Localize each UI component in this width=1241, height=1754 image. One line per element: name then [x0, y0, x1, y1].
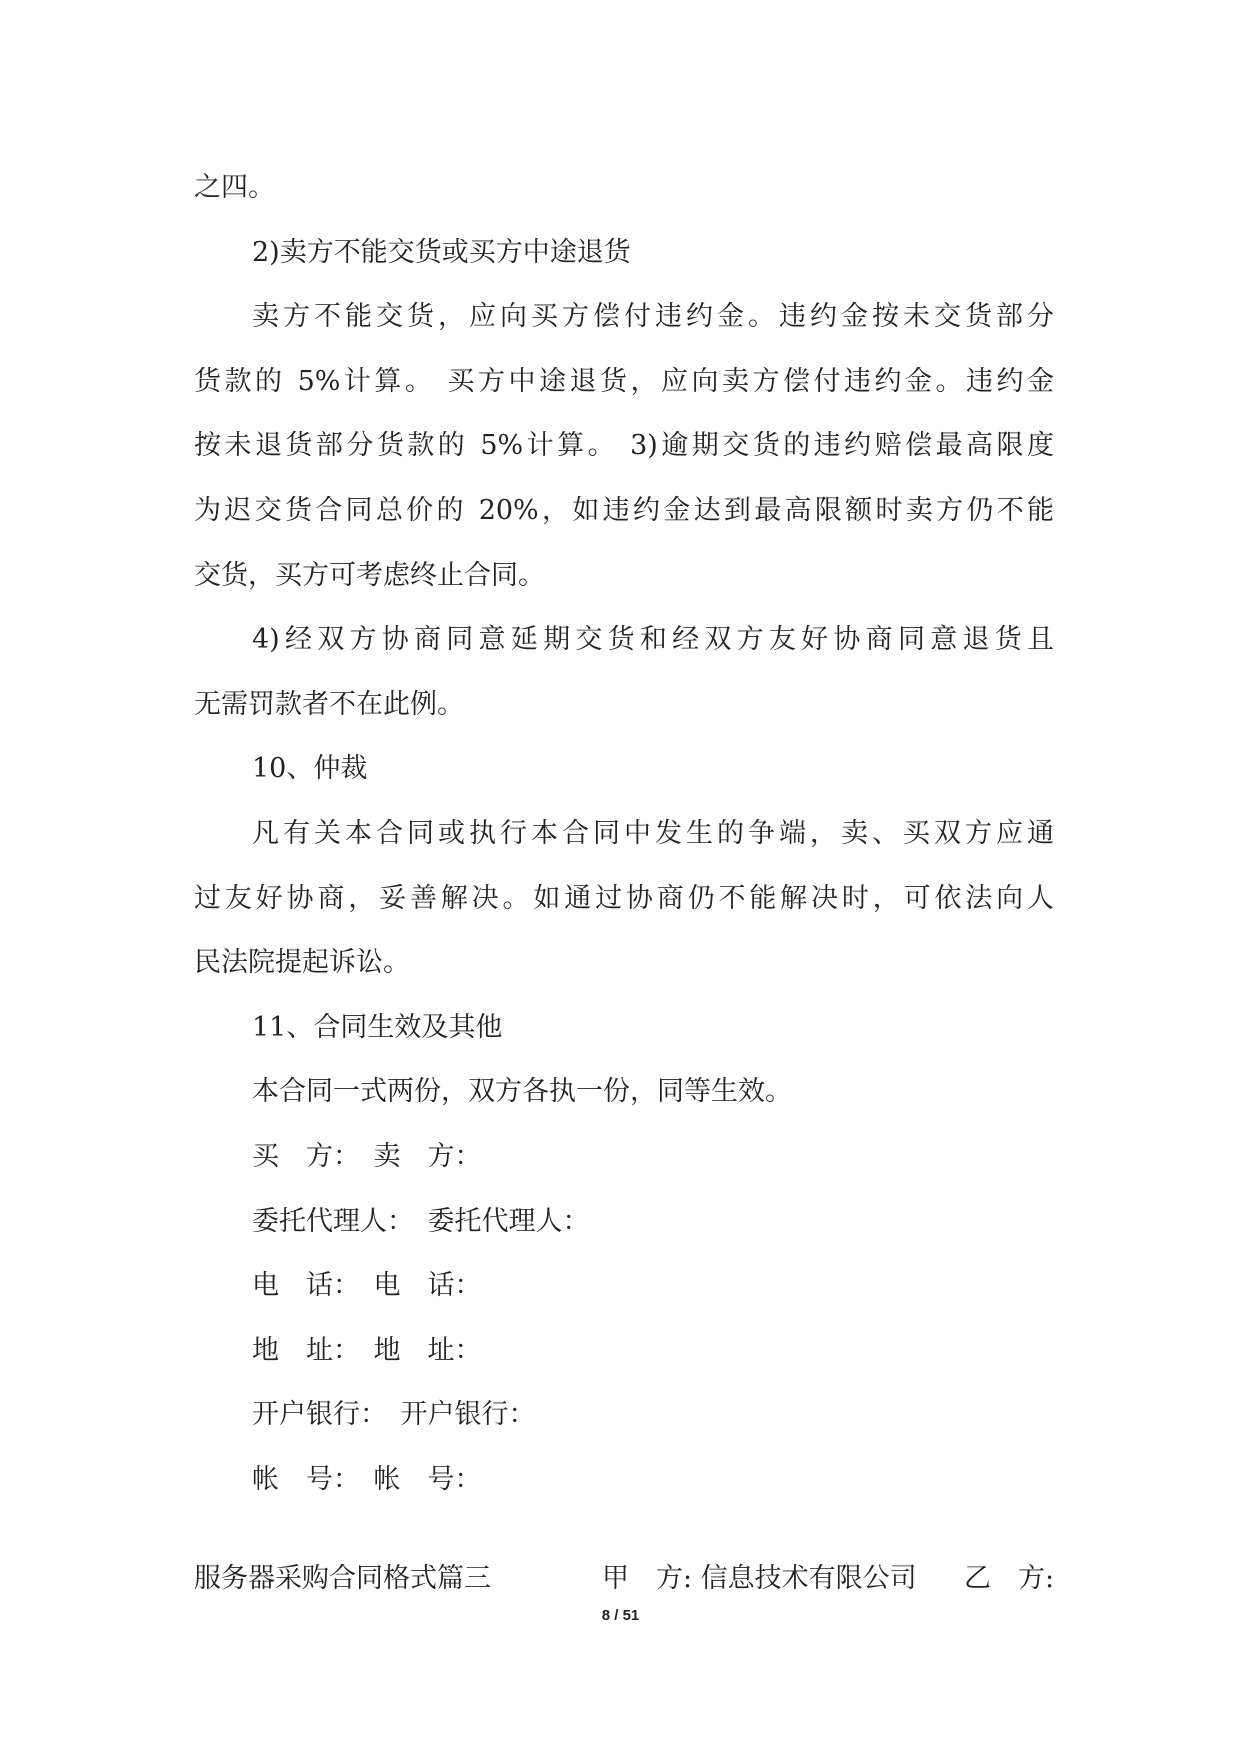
next-contract-heading-line — [194, 1559, 1054, 1599]
signature-field-line: 开户银行： 开户银行： — [252, 1399, 536, 1431]
paragraph-line: 4)经双方协商同意延期交货和经双方友好协商同意退货且 — [252, 624, 1054, 656]
paragraph-line: 之四。 — [194, 172, 275, 203]
paragraph-line: 过友好协商，妥善解决。如通过协商仍不能解决时，可依法向人 — [194, 882, 1054, 914]
clause-heading: 2)卖方不能交货或买方中途退货 — [252, 236, 631, 268]
paragraph-line: 本合同一式两份，双方各执一份，同等生效。 — [252, 1076, 792, 1108]
paragraph-line: 凡有关本合同或执行本合同中发生的争端，卖、买双方应通 — [252, 817, 1054, 849]
section-heading: 11、合同生效及其他 — [252, 1011, 503, 1043]
signature-field-line: 买 方： 卖 方： — [252, 1140, 482, 1172]
paragraph-line: 卖方不能交货，应向买方偿付违约金。违约金按未交货部分 — [252, 301, 1054, 333]
paragraph-line: 交货，买方可考虑终止合同。 — [194, 559, 545, 591]
section-heading: 10、仲裁 — [252, 753, 368, 785]
page-number: 8 / 51 — [601, 1607, 640, 1624]
signature-field-line: 电 话： 电 话： — [252, 1270, 482, 1302]
party-a-label: 甲 方: 信息技术有限公司 — [602, 1563, 917, 1594]
next-contract-title: 服务器采购合同格式篇三 — [194, 1563, 491, 1594]
paragraph-line: 为迟交货合同总价的 20%，如违约金达到最高限额时卖方仍不能 — [194, 494, 1054, 526]
document-body — [194, 156, 1054, 1512]
signature-field-line: 委托代理人： 委托代理人： — [252, 1205, 590, 1237]
paragraph-line: 民法院提起诉讼。 — [194, 947, 410, 979]
paragraph-line: 货款的 5%计算。 买方中途退货，应向卖方偿付违约金。违约金 — [194, 365, 1054, 397]
party-b-label: 乙 方: — [964, 1563, 1055, 1594]
paragraph-line: 无需罚款者不在此例。 — [194, 688, 464, 720]
paragraph-line: 按未退货部分货款的 5%计算。 3)逾期交货的违约赔偿最高限度 — [194, 430, 1054, 462]
signature-field-line: 帐 号： 帐 号： — [252, 1463, 482, 1495]
signature-field-line: 地 址： 地 址： — [252, 1334, 482, 1366]
